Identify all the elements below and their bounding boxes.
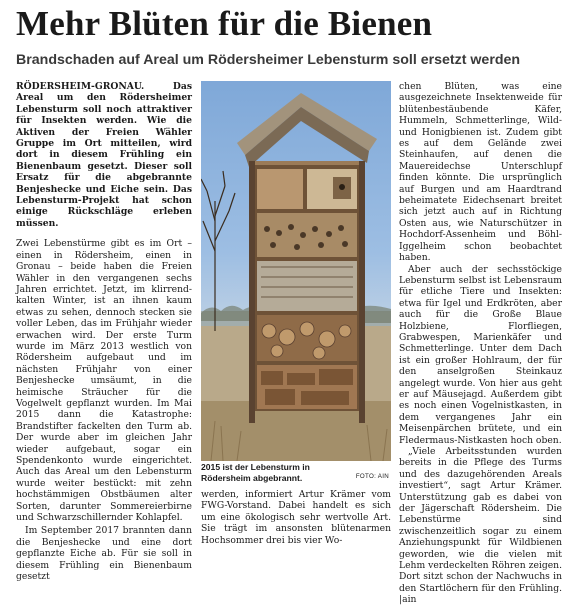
lead-paragraph: RÖDERSHEIM-GRONAU. Das Areal um den Rödersheimer Lebensturm soll noch attraktiver für Insekten werden. Wie die Aktiven der Freien Wähler Gruppe im Ort mitteilen, wird dort in diesem Frühling ein Bienenbaum gesetzt. Dieser soll Ersatz für die abgebrannte Benjeshecke und Eiche sein. Das Lebensturm-Projekt hat schon einige Rückschläge erleben müssen. xyxy=(16,81,192,229)
article-column-1 xyxy=(16,81,192,582)
article-column-3 xyxy=(399,81,562,606)
paragraph-text: „Viele Arbeitsstunden wurden bereits in die Pflege des Turms und des dazugehörenden Areals investiert“, sagt Artur Krämer. Unterstützung gab es dabei von der Jägerschaft Rödersheim. Die Lebenstürme sind zwischenzeitlich sogar zu einem Anziehungspunkt für Wildbienen geworden, wie die vielen mit Lehm verdeckelten Röhren zeigen. Dort sitzt schon der Nachwuchs in den Startlöchern für den Frühling. xyxy=(399,446,562,594)
headline: Mehr Blüten für die Bienen xyxy=(16,4,433,43)
author-sign: |ain xyxy=(399,594,417,606)
photo-caption-block xyxy=(201,462,391,484)
body-paragraph: Aber auch der sechsstöckige Lebensturm selbst ist Lebensraum für etliche Tiere und Insekten: etwa für Igel und Erdkröten, aber auch für die Große Blaue Holzbiene, Florfliegen, Grabwespen, Marienkäfer und Schmetterlinge. Unter dem Dach ist ein großer Hohlraum, der für den anselgroßen Steinkauz angelegt wurde. Von hier aus geht er auf Mäusejagd. Außerdem gibt es noch einen Vogelnistkasten, in dem vergangenes Jahr ein Meisenpärchen brütete, und ein Fledermaus-Nistkasten hoch oben. xyxy=(399,263,562,446)
photo-caption: 2015 ist der Lebensturm in Rödersheim abgebrannt. xyxy=(201,462,310,483)
article-column-2 xyxy=(201,489,391,546)
photo-credit: FOTO: AIN xyxy=(355,473,389,480)
body-paragraph: chen Blüten, was eine ausgezeichnete Insektenweide für blütenbestäubende Käfer, Hummeln, Schmetterlinge, Wild- und Honigbienen ist. Zudem gibt es auf dem Gelände zwei Steinhaufen, auf denen die Mauereidechse Unterschlupf finden könnte. Die ursprünglich auf Burgen und am Haardtrand beheimatete Eidechsenart breitet sich jetzt auch auf in Richtung Osten aus, wie Naturschützer in Hochdorf-Assenheim und Böhl-Iggelheim schon beobachtet haben. xyxy=(399,81,562,264)
insect-tower-photo xyxy=(201,81,391,461)
insect-tower-illustration xyxy=(201,81,391,461)
body-paragraph: werden, informiert Artur Krämer vom FWG-Vorstand. Dabei handelt es sich um eine ökologisch sehr wertvolle Art. Sie trägt im ansonsten blütenarmen Hochsommer drei bis vier Wo- xyxy=(201,489,391,546)
subheadline: Brandschaden auf Areal um Rödersheimer Lebensturm soll ersetzt werden xyxy=(16,52,521,68)
body-paragraph: Im September 2017 brannten dann die Benjeshecke und eine dort gepflanzte Eiche ab. Für sie soll in diesem Frühling ein Bienenbaum gesetzt xyxy=(16,525,192,583)
body-paragraph xyxy=(399,446,562,606)
body-paragraph: Zwei Lebenstürme gibt es im Ort – einen in Rödersheim, einen in Gronau – beide haben die Freien Wähler in den vergangenen sechs Jahren errichtet. Jetzt, im klirrend-kalten Winter, ist an ihnen kaum etwas zu sehen, dennoch stecken sie voller Leben, das im Frühjahr wieder erwachen wird. Der erste Turm wurde im März 2013 westlich von Rödersheim aufgebaut und im nächsten Frühjahr von einer Benjeshecke umsäumt, in die heimische Sträucher für die Vogelwelt gepflanzt wurden. Im Mai 2015 dann die Katastrophe: Brandstifter fackelten den Turm ab. Der wurde aber im gleichen Jahr wieder aufgebaut, sogar ein Spendenkonto wurde eingerichtet. Auch das Areal um den Lebensturm wurde weiter bestückt: mit zehn hochstämmigen Obstbäumen alter Sorten, darunter Sommereierbirne und Schwarzschillernder Kohlapfel. xyxy=(16,238,192,524)
